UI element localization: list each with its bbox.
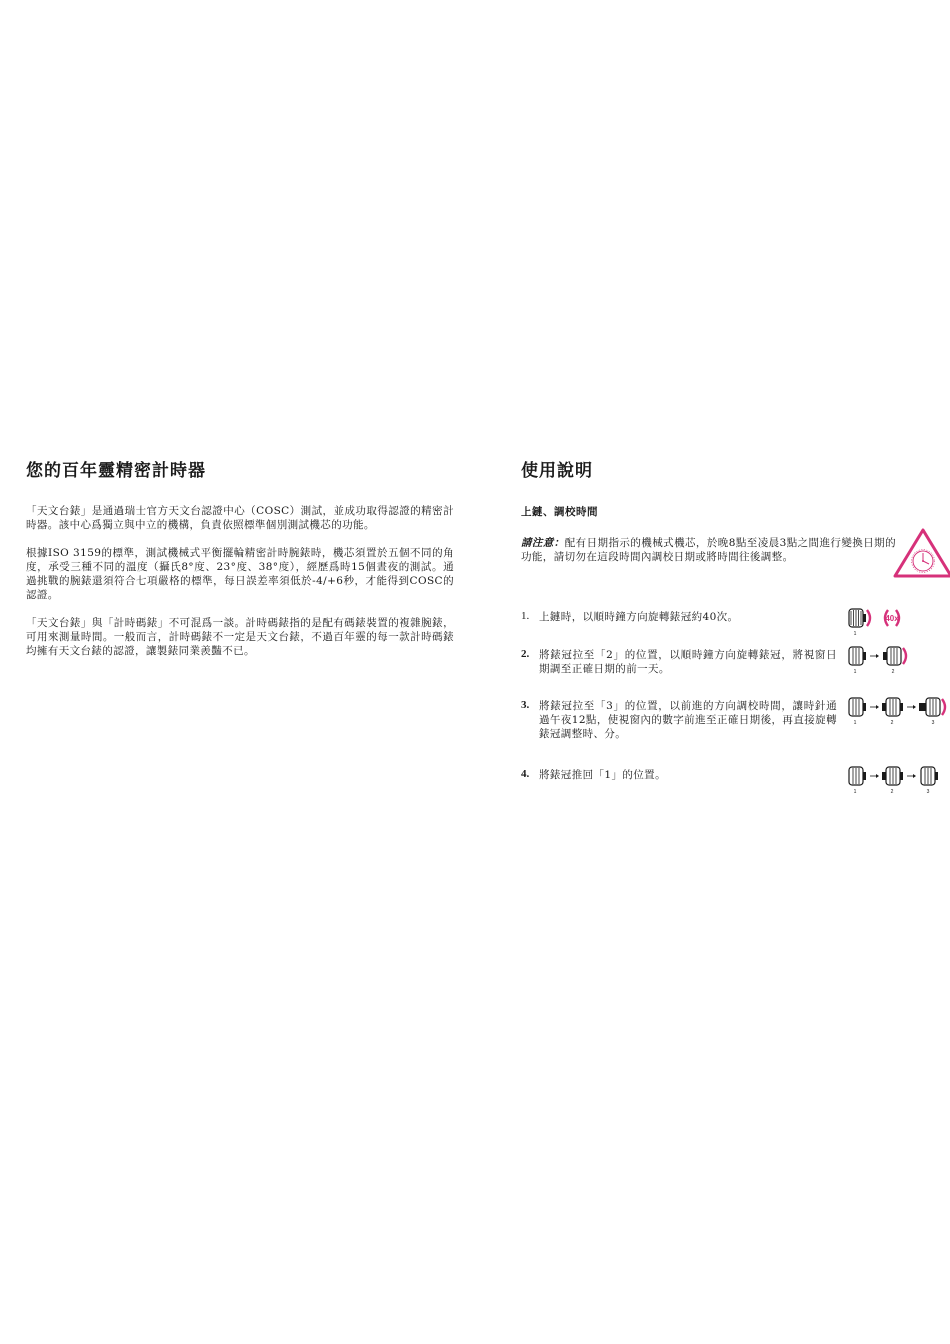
crown-wind-icon — [843, 604, 923, 638]
section-subtitle: 上鏈、調校時間 — [521, 506, 598, 518]
right-page — [521, 456, 950, 795]
step-text: 上鏈時，以順時鐘方向旋轉錶冠約40次。 — [539, 611, 739, 623]
crown-position-label: 2 — [890, 720, 894, 726]
paragraph-chronograph: 「天文台錶」與「計時碼錶」不可混爲一談。計時碼錶指的是配有碼錶裝置的複雜腕錶，可用來測量時間。一般而言，計時碼錶不一定是天文台錶，不過百年靈的每一款計時碼錶均擁有天文台錶的認證，讓製錶同業羨豔不已。 — [26, 617, 454, 657]
step-number: 3. — [521, 699, 530, 711]
crown-push-to-1-icon — [843, 762, 948, 796]
rotation-count-badge: 40x — [885, 614, 899, 623]
paragraph-cosc: 「天文台錶」是通過瑞士官方天文台認證中心（COSC）測試，並成功取得認證的精密計時器。該中心爲獨立與中立的機構，負責依照標準個別測試機芯的功能。 — [26, 505, 454, 531]
crown-position-label: 2 — [890, 789, 894, 795]
right-page-title: 使用說明 — [521, 461, 593, 481]
step-number: 4. — [521, 768, 530, 780]
left-page — [26, 456, 454, 672]
step-text: 將錶冠拉至「3」的位置，以前進的方向調校時間，讓時針通過午夜12點，使視窗內的數字前進至正確日期後，再直接旋轉錶冠調整時、分。 — [539, 700, 837, 740]
date-change-warning-icon — [893, 528, 950, 578]
date-warning-note — [521, 536, 896, 564]
crown-position-label: 1 — [853, 789, 857, 795]
crown-position-label: 1 — [853, 669, 857, 675]
crown-position-label: 1 — [853, 631, 857, 637]
crown-pull-to-2-icon — [843, 642, 923, 676]
crown-position-label: 2 — [891, 669, 895, 675]
crown-position-label: 3 — [926, 789, 930, 795]
crown-position-label: 3 — [931, 720, 935, 726]
step-number: 1. — [521, 610, 530, 622]
paragraph-iso: 根據ISO 3159的標準，測試機械式平衡擺輪精密計時腕錶時，機芯須置於五個不同的角度，承受三種不同的溫度（攝氏8°度、23°度、38°度），經歷爲時15個晝夜的測試。通過挑戰的腕錶還須符合七項嚴格的標準，每日誤差率須低於-4/+6秒，才能得到COSC的認證。 — [26, 547, 454, 601]
crown-pull-to-3-icon — [843, 693, 950, 727]
step-text: 將錶冠拉至「2」的位置，以順時鐘方向旋轉錶冠，將視窗日期調至正確日期的前一天。 — [539, 649, 837, 675]
crown-position-label: 1 — [853, 720, 857, 726]
step-number: 2. — [521, 648, 530, 660]
left-page-title: 您的百年靈精密計時器 — [26, 461, 206, 481]
note-label: 請注意： — [521, 537, 565, 549]
step-text: 將錶冠推回「1」的位置。 — [539, 769, 666, 781]
note-text: 配有日期指示的機械式機芯，於晚8點至凌晨3點之間進行變換日期的功能，請切勿在這段時間內調校日期或將時間往後調整。 — [521, 537, 896, 563]
